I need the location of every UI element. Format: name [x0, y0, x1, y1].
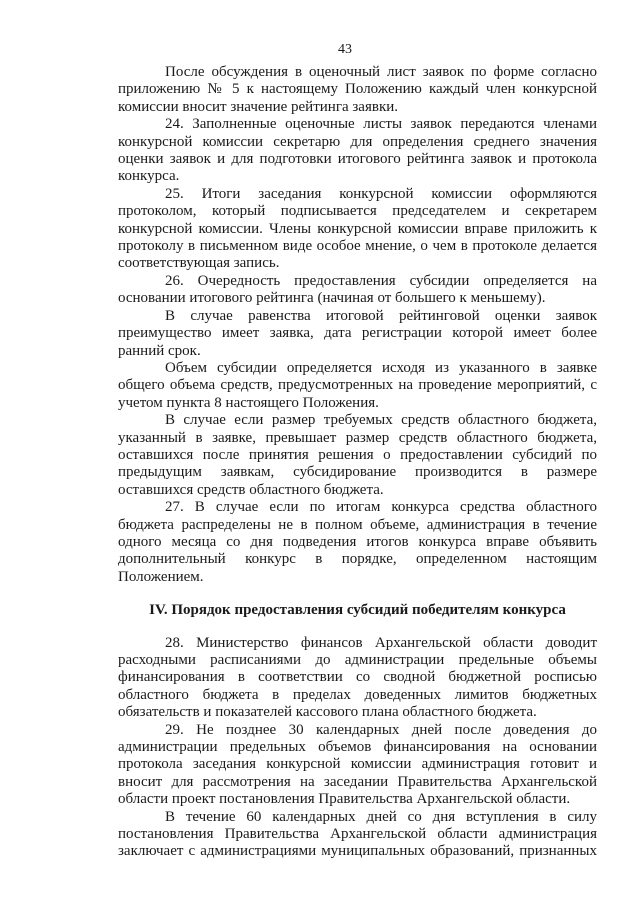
document-body — [118, 64, 597, 861]
paragraph-27: 27. В случае если по итогам конкурса средства областного бюджета распределены не в полном объеме, администрация в течение одного месяца со дня подведения итогов конкурса вправе объявить дополнительный конкурс в порядке, определенном настоящим Положением. — [118, 499, 597, 585]
paragraph: В случае если размер требуемых средств областного бюджета, указанный в заявке, превышает размер средств областного бюджета, оставшихся после принятия решения о предоставлении субсидий по предыдущим заявкам, субсидирование производится в размере оставшихся средств областного бюджета. — [118, 412, 597, 498]
paragraph-24: 24. Заполненные оценочные листы заявок передаются членами конкурсной комиссии секретарю для определения среднего значения оценки заявок и для подготовки итогового рейтинга заявок и протокола конкурса. — [118, 116, 597, 185]
page-number: 43 — [338, 42, 352, 57]
paragraph: В случае равенства итоговой рейтинговой оценки заявок преимущество имеет заявка, дата регистрации которой имеет более ранний срок. — [118, 307, 597, 359]
paragraph-28: 28. Министерство финансов Архангельской области доводит расходными расписаниями до администрации предельные объемы финансирования в соответствии со сводной бюджетной росписью областного бюджета в пределах доведенных лимитов бюджетных обязательств и показателей кассового плана областного бюджета. — [118, 634, 597, 721]
section-heading: IV. Порядок предоставления субсидий победителям конкурса — [149, 602, 566, 619]
paragraph: После обсуждения в оценочный лист заявок по форме согласно приложению № 5 к настоящему Положению каждый член конкурсной комиссии вносит значение рейтинга заявки. — [118, 64, 597, 115]
paragraph: Объем субсидии определяется исходя из указанного в заявке общего объема средств, предусмотренных на проведение мероприятий, с учетом пункта 8 настоящего Положения. — [118, 359, 597, 411]
paragraph: В течение 60 календарных дней со дня вступления в силу постановления Правительства Архангельской области администрация заключает с администрациями муниципальных образований, признанных — [118, 808, 597, 860]
paragraph-25: 25. Итоги заседания конкурсной комиссии оформляются протоколом, который подписывается председателем и секретарем конкурсной комиссии. Члены конкурсной комиссии вправе приложить к протоколу в письменном виде особое мнение, о чем в протоколе делается соответствующая запись. — [118, 185, 597, 272]
paragraph-26: 26. Очередность предоставления субсидии определяется на основании итогового рейтинга (начиная от большего к меньшему). — [118, 272, 597, 307]
paragraph-29: 29. Не позднее 30 календарных дней после доведения до администрации предельных объемов финансирования на основании протокола заседания конкурсной комиссии администрация готовит и вносит для рассмотрения на заседании Правительства Архангельской области проект постановления Правительства Архангельской области. — [118, 721, 597, 808]
